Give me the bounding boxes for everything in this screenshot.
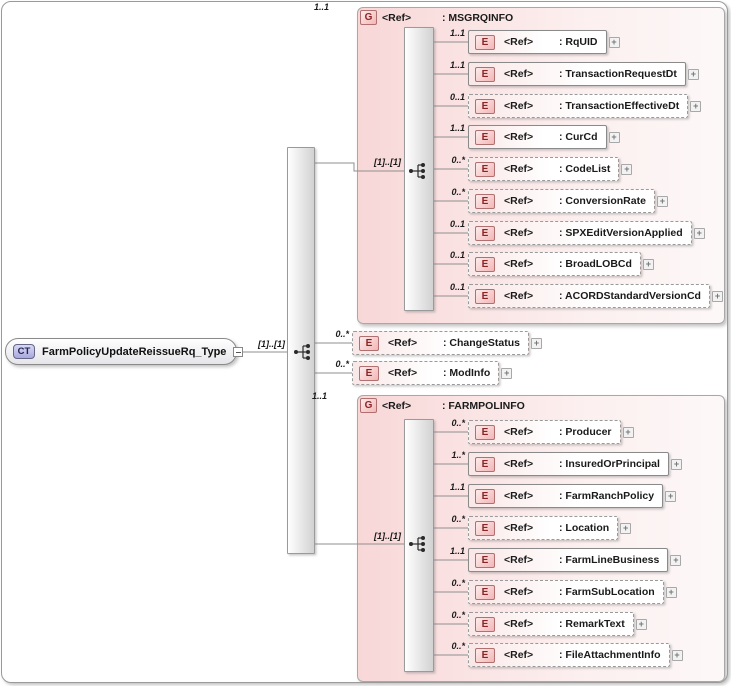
element-row: [352, 331, 542, 355]
element-name: : FarmSubLocation: [559, 586, 655, 598]
element-badge: E: [475, 425, 495, 440]
element-ref: <Ref>: [504, 100, 534, 112]
element-node-curcd[interactable]: [468, 125, 607, 149]
element-row: [468, 452, 682, 476]
expand-icon[interactable]: [620, 523, 631, 534]
element-badge: E: [475, 194, 495, 209]
element-name: : BroadLOBCd: [559, 258, 632, 270]
element-badge: E: [475, 553, 495, 568]
plus-glyph: +: [674, 649, 680, 660]
element-badge: E: [475, 289, 495, 304]
element-name: : CodeList: [559, 163, 611, 175]
cardinality-label: 0..1: [449, 92, 465, 102]
group-header: [360, 10, 513, 25]
element-name: : ConversionRate: [559, 195, 646, 207]
element-ref: <Ref>: [504, 618, 534, 630]
element-ref: <Ref>: [504, 131, 534, 143]
element-ref: <Ref>: [504, 458, 534, 470]
plus-glyph: +: [673, 458, 680, 469]
element-name: : ModInfo: [443, 367, 491, 379]
element-name: : InsuredOrPrincipal: [559, 458, 660, 470]
element-badge: E: [475, 130, 495, 145]
plus-glyph: +: [611, 36, 617, 47]
element-name: : Producer: [559, 426, 612, 438]
element-row: [468, 125, 620, 149]
element-name: : CurCd: [559, 131, 598, 143]
plus-glyph: +: [504, 367, 510, 378]
cardinality-label: 1..1: [311, 391, 327, 401]
expand-icon[interactable]: [694, 228, 705, 239]
group-name: : FARMPOLINFO: [442, 399, 525, 412]
element-node-transactionrequestdt[interactable]: [468, 62, 686, 86]
element-name: : RemarkText: [559, 618, 625, 630]
element-badge: E: [475, 457, 495, 472]
cardinality-label: 0..*: [451, 514, 465, 524]
element-row: [468, 516, 631, 540]
element-badge: E: [475, 99, 495, 114]
element-node-fileattachmentinfo[interactable]: [468, 643, 670, 667]
element-badge: E: [475, 35, 495, 50]
expand-icon[interactable]: [621, 164, 632, 175]
cardinality-label: 1..1: [449, 60, 465, 70]
cardinality-label: 1..1: [449, 123, 465, 133]
diagram-canvas: [1, 1, 728, 683]
complex-type-badge: CT: [13, 344, 35, 359]
expand-icon[interactable]: [666, 587, 677, 598]
element-ref: <Ref>: [504, 522, 534, 534]
element-badge: E: [475, 162, 495, 177]
element-badge: E: [475, 617, 495, 632]
expand-icon[interactable]: [670, 555, 681, 566]
plus-glyph: +: [624, 163, 630, 174]
plus-glyph: +: [625, 426, 631, 437]
element-ref: <Ref>: [504, 490, 534, 502]
element-ref: <Ref>: [504, 649, 534, 661]
element-badge: E: [359, 336, 379, 351]
element-node-conversionrate[interactable]: [468, 189, 655, 213]
element-node-insuredorprincipal[interactable]: [468, 452, 669, 476]
expand-icon[interactable]: [665, 491, 676, 502]
cardinality-label: [1]..[1]: [258, 339, 285, 349]
element-ref: <Ref>: [504, 554, 534, 566]
element-badge: E: [475, 585, 495, 600]
element-ref: <Ref>: [504, 290, 534, 302]
element-name: : TransactionEffectiveDt: [559, 100, 680, 112]
element-ref: <Ref>: [504, 227, 534, 239]
element-badge: E: [475, 226, 495, 241]
group-badge: G: [360, 398, 377, 413]
expand-icon[interactable]: [657, 196, 668, 207]
group-badge: G: [360, 10, 377, 25]
element-ref: <Ref>: [504, 163, 534, 175]
cardinality-label: 0..*: [451, 418, 465, 428]
expand-icon[interactable]: [609, 132, 620, 143]
element-node-rquid[interactable]: [468, 30, 607, 54]
element-badge: E: [475, 521, 495, 536]
group-ref: <Ref>: [382, 399, 412, 412]
cardinality-label: 0..*: [451, 610, 465, 620]
expand-icon[interactable]: [623, 427, 634, 438]
element-ref: <Ref>: [504, 258, 534, 270]
collapse-handle-icon[interactable]: [233, 347, 243, 357]
plus-glyph: +: [696, 227, 702, 238]
plus-glyph: +: [638, 618, 644, 629]
cardinality-label: 0..1: [449, 219, 465, 229]
element-node-farmlinebusiness[interactable]: [468, 548, 668, 572]
group-ref: <Ref>: [382, 11, 412, 24]
root-type-name: FarmPolicyUpdateReissueRq_Type: [42, 345, 227, 358]
element-row: [468, 252, 654, 276]
expand-icon[interactable]: [609, 37, 620, 48]
plus-glyph: +: [668, 586, 674, 597]
model-group-bar: [287, 147, 315, 554]
element-ref: <Ref>: [504, 36, 534, 48]
element-name: : SPXEditVersionApplied: [559, 227, 683, 239]
expand-icon[interactable]: [531, 338, 542, 349]
element-row: [468, 484, 676, 508]
cardinality-label: 0..*: [335, 359, 349, 369]
element-node-spxeditversionapplied[interactable]: [468, 221, 692, 245]
group-header: [360, 398, 525, 413]
element-badge: E: [475, 67, 495, 82]
element-ref: <Ref>: [388, 337, 418, 349]
cardinality-label: 0..1: [449, 282, 465, 292]
element-row: [352, 361, 512, 385]
element-node-broadlobcd[interactable]: [468, 252, 641, 276]
minus-glyph: [236, 352, 241, 353]
element-row: [468, 157, 632, 181]
element-row: [468, 30, 620, 54]
cardinality-label: 0..*: [451, 187, 465, 197]
element-badge: E: [359, 366, 379, 381]
expand-icon[interactable]: [688, 69, 699, 80]
element-row: [468, 580, 677, 604]
element-node-changestatus[interactable]: [352, 331, 529, 355]
expand-icon[interactable]: [690, 101, 701, 112]
root-type-node[interactable]: [5, 338, 237, 365]
element-node-codelist[interactable]: [468, 157, 619, 181]
element-node-acordstandardversioncd[interactable]: [468, 284, 710, 308]
element-node-modinfo[interactable]: [352, 361, 499, 385]
element-row: [468, 62, 699, 86]
element-name: : RqUID: [559, 36, 598, 48]
element-name: : TransactionRequestDt: [559, 68, 677, 80]
element-row: [468, 420, 634, 444]
cardinality-label: 1..1: [449, 546, 465, 556]
element-badge: E: [475, 648, 495, 663]
element-badge: E: [475, 489, 495, 504]
cardinality-label: [1]..[1]: [374, 157, 401, 167]
element-node-producer[interactable]: [468, 420, 621, 444]
plus-glyph: +: [645, 258, 652, 269]
expand-icon[interactable]: [712, 291, 723, 302]
element-name: : Location: [559, 522, 610, 534]
element-row: [468, 643, 683, 667]
element-row: [468, 284, 723, 308]
cardinality-label: 0..*: [451, 578, 465, 588]
plus-glyph: +: [533, 337, 540, 348]
element-badge: E: [475, 257, 495, 272]
plus-glyph: +: [690, 68, 696, 79]
model-group-bar: [404, 419, 434, 672]
cardinality-label: 0..*: [451, 641, 465, 651]
expand-icon[interactable]: [501, 368, 512, 379]
expand-icon[interactable]: [671, 459, 682, 470]
plus-glyph: +: [659, 195, 666, 206]
cardinality-label: 1..1: [449, 28, 465, 38]
cardinality-label: 1..1: [313, 2, 329, 12]
element-name: : FileAttachmentInfo: [559, 649, 661, 661]
element-row: [468, 221, 705, 245]
element-name: : ACORDStandardVersionCd: [559, 290, 701, 302]
cardinality-label: 0..*: [451, 155, 465, 165]
element-ref: <Ref>: [504, 426, 534, 438]
cardinality-label: [1]..[1]: [374, 531, 401, 541]
element-ref: <Ref>: [388, 367, 418, 379]
element-row: [468, 94, 701, 118]
element-name: : ChangeStatus: [443, 337, 521, 349]
element-row: [468, 612, 647, 636]
element-node-remarktext[interactable]: [468, 612, 634, 636]
cardinality-label: 0..1: [449, 250, 465, 260]
cardinality-label: 0..*: [335, 329, 349, 339]
plus-glyph: +: [667, 490, 674, 501]
expand-icon[interactable]: [643, 259, 654, 270]
cardinality-label: 1..1: [449, 482, 465, 492]
element-ref: <Ref>: [504, 586, 534, 598]
element-ref: <Ref>: [504, 195, 534, 207]
plus-glyph: +: [693, 100, 699, 111]
plus-glyph: +: [623, 522, 629, 533]
group-name: : MSGRQINFO: [442, 11, 514, 24]
expand-icon[interactable]: [672, 650, 683, 661]
element-node-farmsublocation[interactable]: [468, 580, 664, 604]
element-node-location[interactable]: [468, 516, 618, 540]
expand-icon[interactable]: [636, 619, 647, 630]
plus-glyph: +: [611, 131, 617, 142]
model-group-bar: [404, 27, 434, 311]
plus-glyph: +: [673, 554, 679, 565]
cardinality-label: 1..*: [451, 450, 465, 460]
element-row: [468, 548, 681, 572]
element-node-farmranchpolicy[interactable]: [468, 484, 663, 508]
element-name: : FarmLineBusiness: [559, 554, 660, 566]
element-name: : FarmRanchPolicy: [559, 490, 655, 502]
plus-glyph: +: [714, 290, 721, 301]
element-ref: <Ref>: [504, 68, 534, 80]
element-node-transactioneffectivedt[interactable]: [468, 94, 688, 118]
element-row: [468, 189, 668, 213]
